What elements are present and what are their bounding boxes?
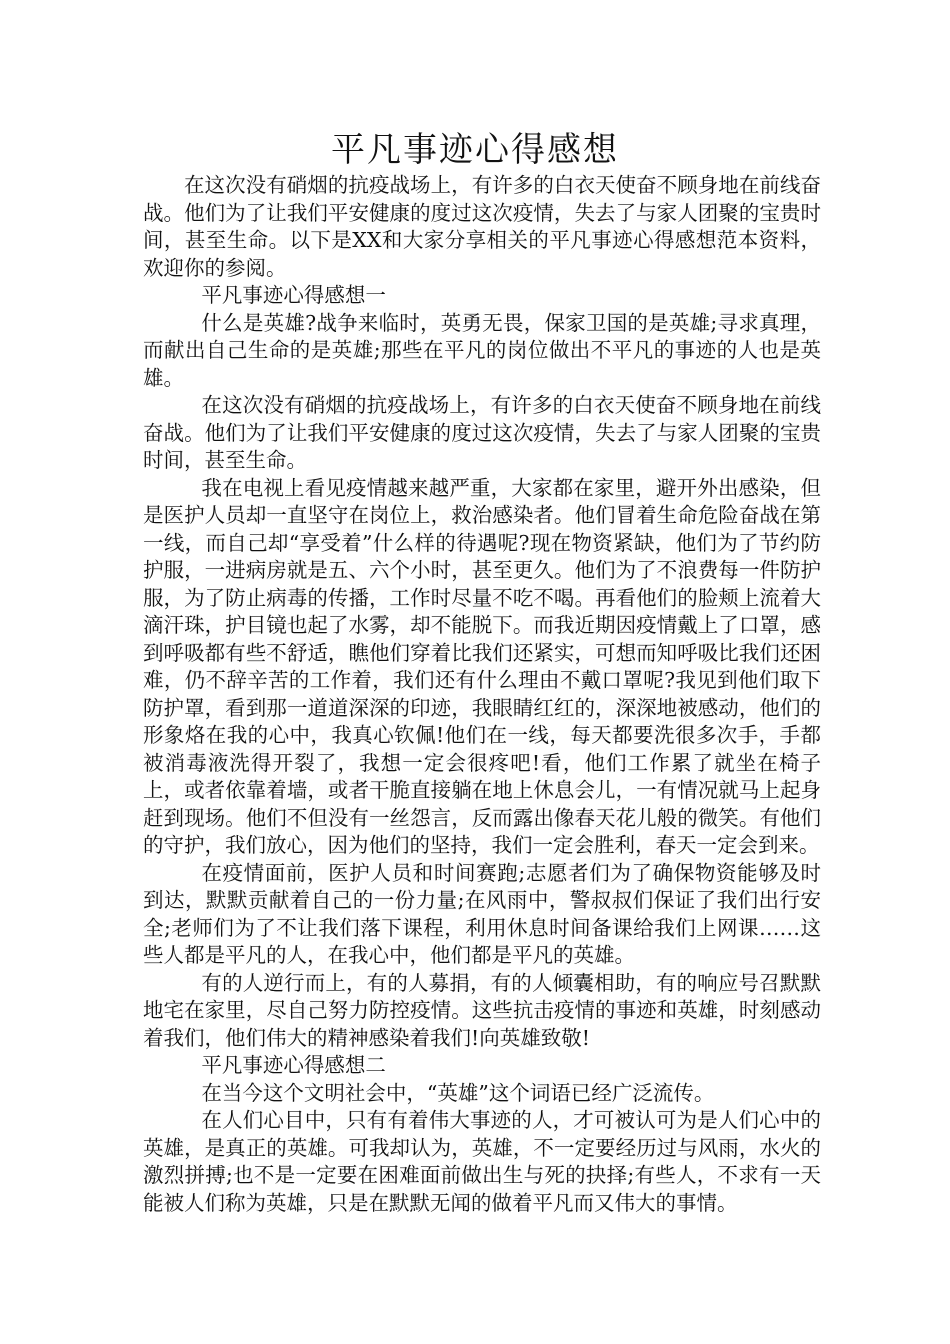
section1-paragraph-4: 在疫情面前，医护人员和时间赛跑;志愿者们为了确保物资能够及时到达，默默贡献着自己的一份力量;在风雨中，警叔叔们保证了我们出行安全;老师们为了不让我们落下课程，利用休息时间备课给我们上网课……这些人都是平凡的人，在我心中，他们都是平凡的英雄。 [143, 860, 821, 967]
section1-paragraph-5: 有的人逆行而上，有的人募捐，有的人倾囊相助，有的响应号召默默地宅在家里，尽自己努力防控疫情。这些抗击疫情的事迹和英雄，时刻感动着我们，他们伟大的精神感染着我们!向英雄致敬! [143, 970, 821, 1050]
section-heading-1: 平凡事迹心得感想一 [201, 283, 386, 307]
document-title: 平凡事迹心得感想 [331, 130, 619, 170]
section2-paragraph-1: 在当今这个文明社会中，“英雄”这个词语已经广泛流传。 [201, 1080, 715, 1105]
section-heading-2: 平凡事迹心得感想二 [201, 1053, 386, 1077]
section1-paragraph-1: 什么是英雄?战争来临时，英勇无畏，保家卫国的是英雄;寻求真理，而献出自己生命的是英雄;那些在平凡的岗位做出不平凡的事迹的人也是英雄。 [143, 310, 821, 390]
section2-paragraph-2: 在人们心目中，只有有着伟大事迹的人，才可被认可为是人们心中的英雄，是真正的英雄。可我却认为，英雄，不一定要经历过与风雨，水火的激烈拼搏;也不是一定要在困难面前做出生与死的抉择;有些人，不求有一天能被人们称为英雄，只是在默默无闻的做着平凡而又伟大的事情。 [143, 1108, 821, 1215]
document-body [143, 172, 821, 1217]
intro-paragraph: 在这次没有硝烟的抗疫战场上，有许多的白衣天使奋不顾身地在前线奋战。他们为了让我们平安健康的度过这次疫情，失去了与家人团聚的宝贵时间，甚至生命。以下是XX和大家分享相关的平凡事迹心得感想范本资料，欢迎你的参阅。 [143, 173, 821, 280]
section1-paragraph-3: 我在电视上看见疫情越来越严重，大家都在家里，避开外出感染，但是医护人员却一直坚守在岗位上，救治感染者。他们冒着生命危险奋战在第一线，而自己却“享受着”什么样的待遇呢?现在物资紧缺，他们为了节约防护服，一进病房就是五、六个小时，甚至更久。他们为了不浪费每一件防护服，为了防止病毒的传播，工作时尽量不吃不喝。再看他们的脸颊上流着大滴汗珠，护目镜也起了水雾，却不能脱下。而我近期因疫情戴上了口罩，感到呼吸都有些不舒适，瞧他们穿着比我们还紧实，可想而知呼吸比我们还困难，仍不辞辛苦的工作着，我们还有什么理由不戴口罩呢?我见到他们取下防护罩，看到那一道道深深的印迹，我眼睛红红的，深深地被感动，他们的形象烙在我的心中，我真心钦佩!他们在一线，每天都要洗很多次手，手都被消毒液洗得开裂了，我想一定会很疼吧!看，他们工作累了就坐在椅子上，或者依靠着墙，或者干脆直接躺在地上休息会儿，一有情况就马上起身赶到现场。他们不但没有一丝怨言，反而露出像春天花儿般的微笑。有他们的守护，我们放心，因为他们的坚持，我们一定会胜利，春天一定会到来。 [143, 475, 821, 857]
section1-paragraph-2: 在这次没有硝烟的抗疫战场上，有许多的白衣天使奋不顾身地在前线奋战。他们为了让我们平安健康的度过这次疫情，失去了与家人团聚的宝贵时间，甚至生命。 [143, 393, 821, 472]
